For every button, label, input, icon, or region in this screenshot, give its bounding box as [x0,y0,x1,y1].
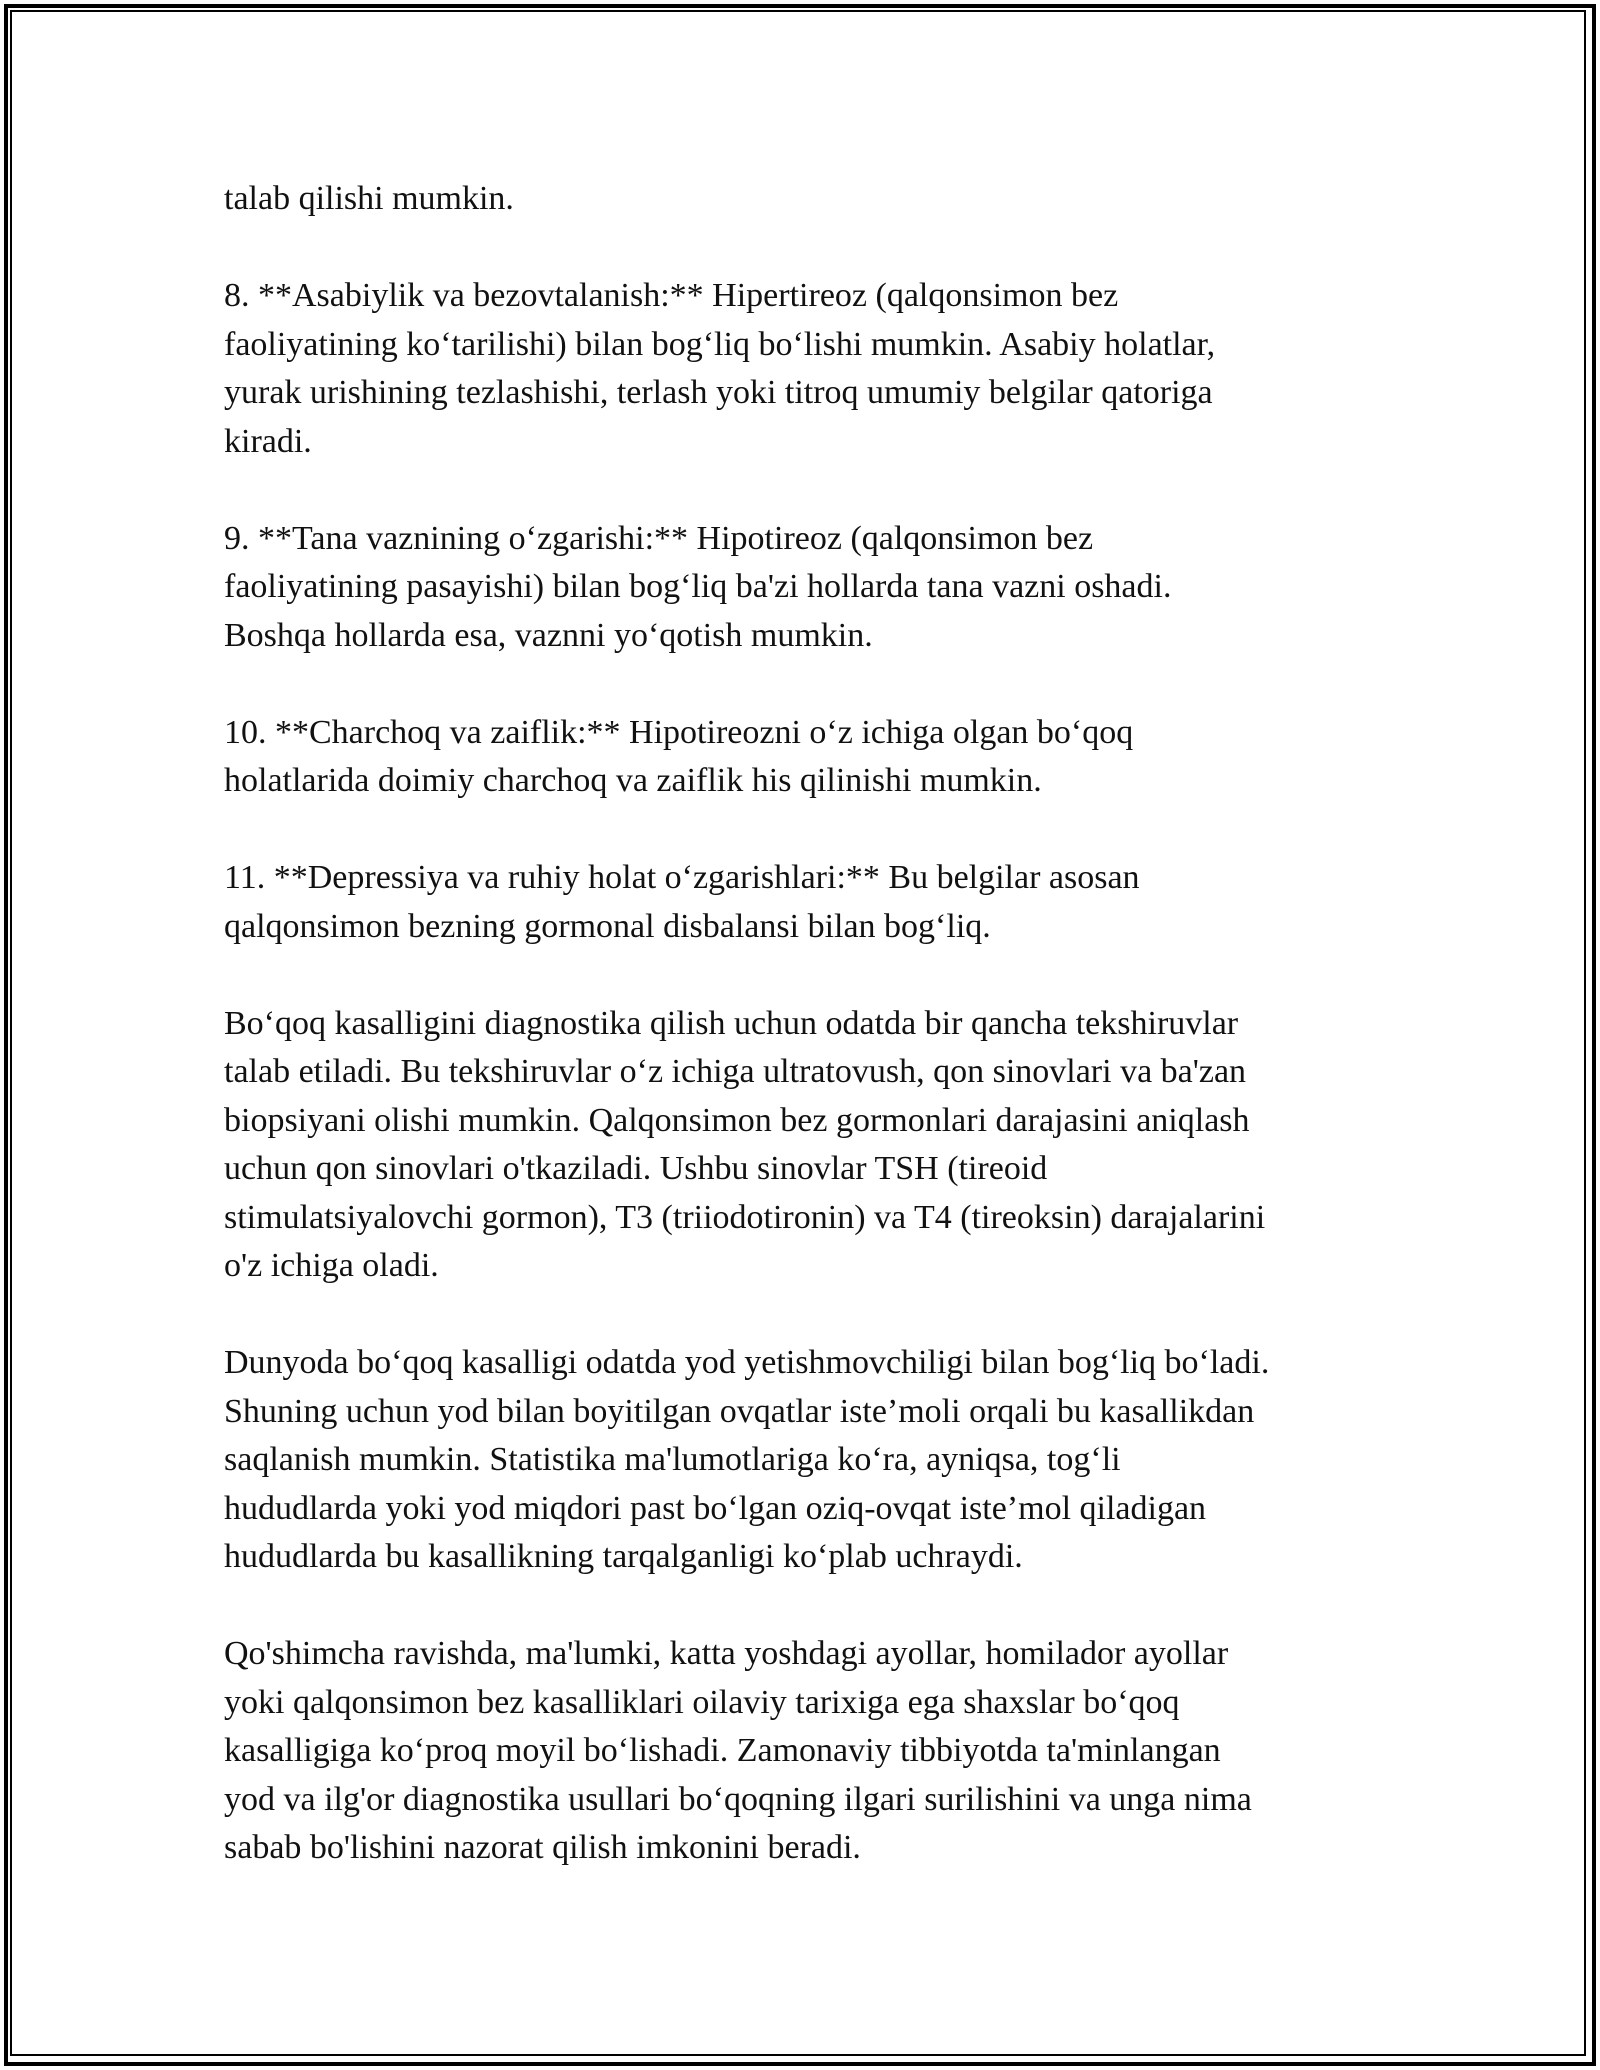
paragraph-continuation: talab qilishi mumkin. [224,180,514,217]
list-item-11-depression: 11. **Depressiya va ruhiy holat o‘zgarishlari:** Bu belgilar asosan qalqonsimon bezning gormonal disbalansi bilan bog‘liq. [224,859,1140,945]
list-item-10-fatigue: 10. **Charchoq va zaiflik:** Hipotireozni o‘z ichiga olgan bo‘qoq holatlarida doimiy charchoq va zaiflik his qilinishi mumkin. [224,713,1134,799]
document-body [224,175,1374,1873]
list-item-8-nervousness: 8. **Asabiylik va bezovtalanish:** Hipertireoz (qalqonsimon bez faoliyatining ko‘tarilishi) bilan bog‘liq bo‘lishi mumkin. Asabiy holatlar, yurak urishining tezlashishi, terlash yoki titroq umumiy belgilar qatoriga kiradi. [224,277,1216,460]
paragraph-iodine-deficiency: Dunyoda bo‘qoq kasalligi odatda yod yetishmovchiligi bilan bog‘liq bo‘ladi. Shuning uchun yod bilan boyitilgan ovqatlar iste’moli orqali bu kasallikdan saqlanish mumkin. Statistika ma'lumotlariga ko‘ra, ayniqsa, tog‘li hududlarda yoki yod miqdori past bo‘lgan oziq-ovqat iste’mol qiladigan hududlarda bu kasallikning tarqalganligi ko‘plab uchraydi. [224,1344,1270,1575]
paragraph-diagnostics: Bo‘qoq kasalligini diagnostika qilish uchun odatda bir qancha tekshiruvlar talab etiladi. Bu tekshiruvlar o‘z ichiga ultratovush, qon sinovlari va ba'zan biopsiyani olishi mumkin. Qalqonsimon bez gormonlari darajasini aniqlash uchun qon sinovlari o'tkaziladi. Ushbu sinovlar TSH (tireoid stimulatsiyalovchi gormon), T3 (triiodotironin) va T4 (tireoksin) darajalarini o'z ichiga oladi. [224,1004,1266,1284]
paragraph-risk-groups: Qo'shimcha ravishda, ma'lumki, katta yoshdagi ayollar, homilador ayollar yoki qalqonsimon bez kasalliklari oilaviy tarixiga ega shaxslar bo‘qoq kasalligiga ko‘proq moyil bo‘lishadi. Zamonaviy tibbiyotda ta'minlangan yod va ilg'or diagnostika usullari bo‘qoqning ilgari surilishini va unga nima sabab bo'lishini nazorat qilish imkonini beradi. [224,1635,1252,1866]
list-item-9-weight-change: 9. **Tana vaznining o‘zgarishi:** Hipotireoz (qalqonsimon bez faoliyatining pasayishi) bilan bog‘liq ba'zi hollarda tana vazni oshadi. Boshqa hollarda esa, vaznni yo‘qotish mumkin. [224,519,1172,654]
